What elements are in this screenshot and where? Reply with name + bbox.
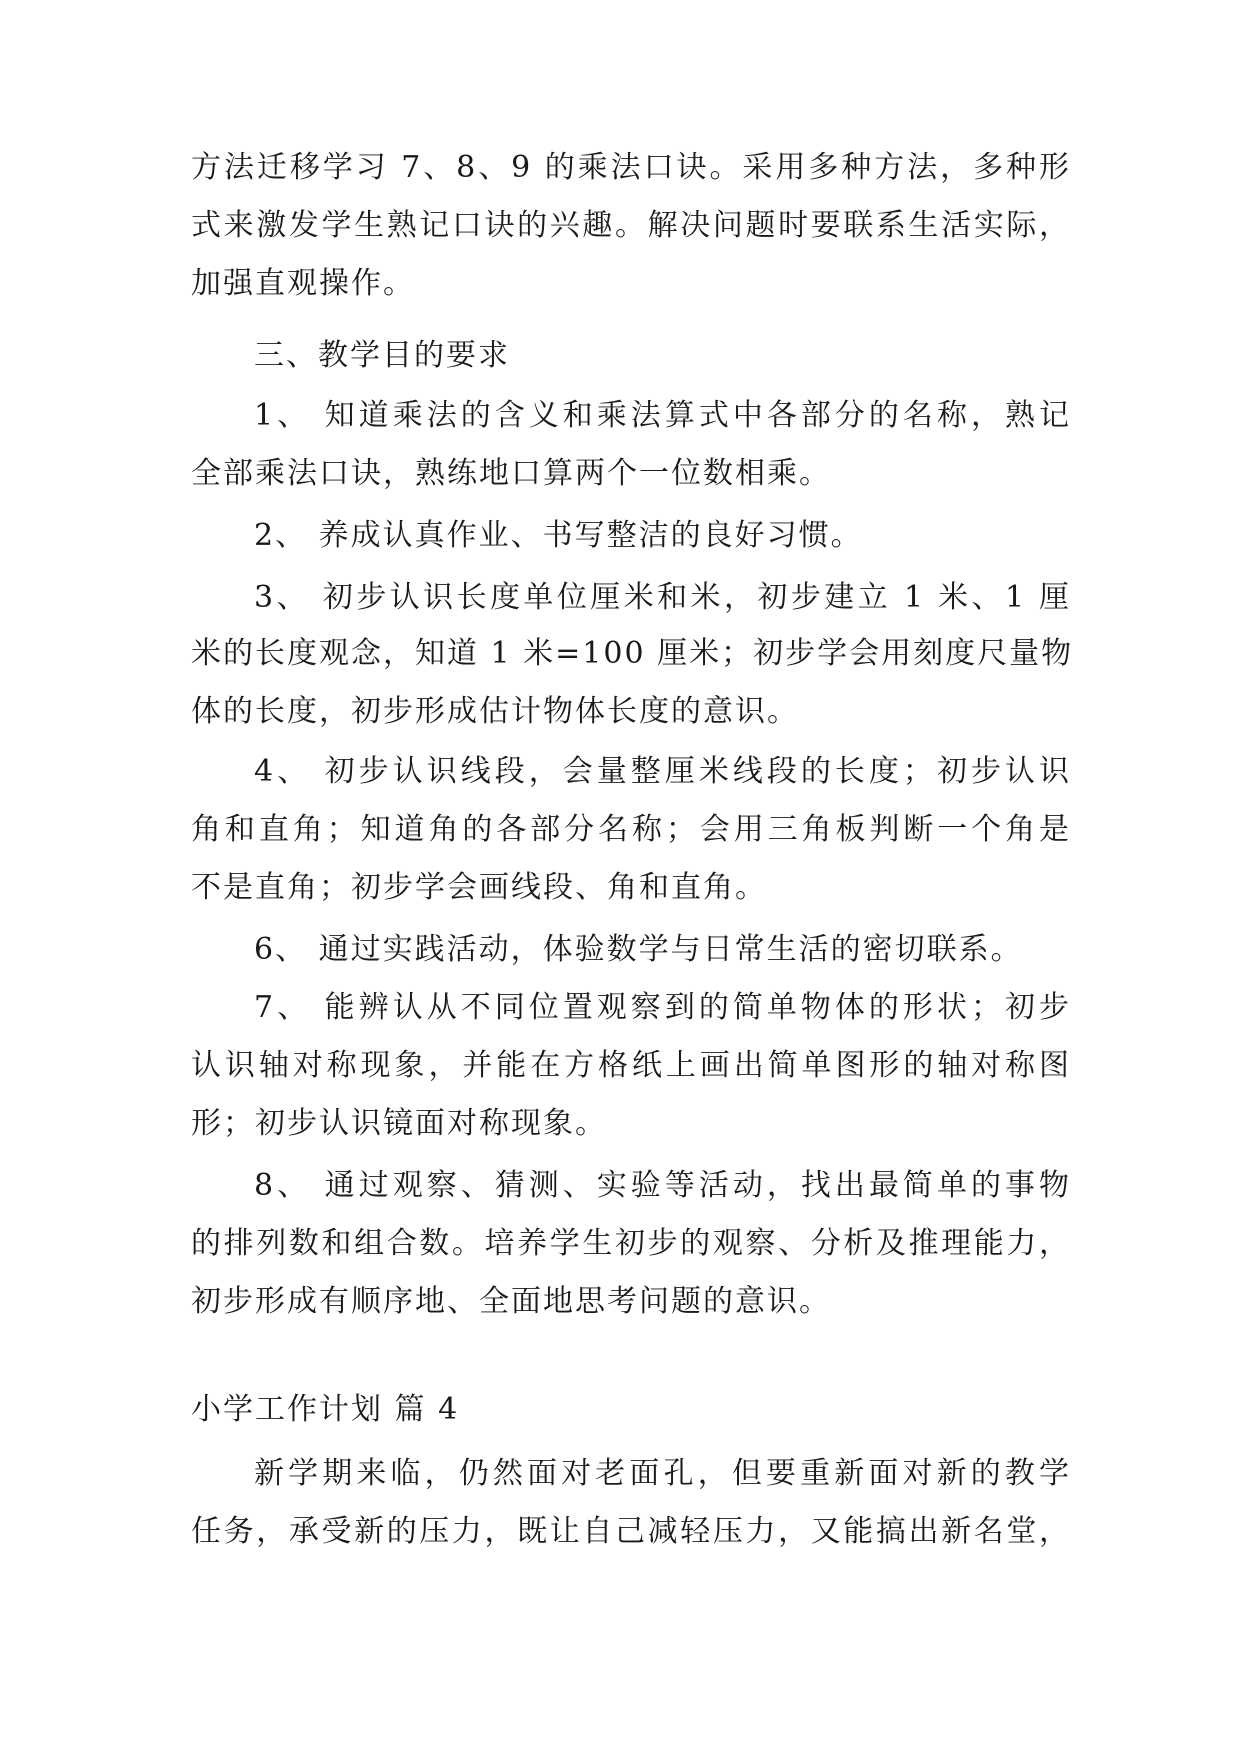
section-heading: 三、教学目的要求 xyxy=(254,338,510,373)
list-item-line: 全部乘法口诀，熟练地口算两个一位数相乘。 xyxy=(191,456,831,491)
paragraph-line: 式来激发学生熟记口诀的兴趣。解决问题时要联系生活实际， xyxy=(191,208,1071,243)
list-item-line: 不是直角；初步学会画线段、角和直角。 xyxy=(191,870,767,905)
list-item-line: 的排列数和组合数。培养学生初步的观察、分析及推理能力， xyxy=(191,1226,1071,1261)
list-item-line: 米的长度观念，知道 1 米=100 厘米；初步学会用刻度尺量物 xyxy=(191,636,1074,671)
list-item-line: 形；初步认识镜面对称现象。 xyxy=(191,1106,607,1141)
list-item-line: 1、 知道乘法的含义和乘法算式中各部分的名称，熟记 xyxy=(254,398,1071,433)
list-item-line: 3、 初步认识长度单位厘米和米，初步建立 1 米、1 厘 xyxy=(254,580,1071,615)
list-item-line: 角和直角；知道角的各部分名称；会用三角板判断一个角是 xyxy=(191,812,1071,847)
list-item-line: 8、 通过观察、猜测、实验等活动，找出最简单的事物 xyxy=(254,1168,1071,1203)
paragraph-line: 方法迁移学习 7、8、9 的乘法口诀。采用多种方法，多种形 xyxy=(191,150,1071,185)
list-item-line: 认识轴对称现象，并能在方格纸上画出简单图形的轴对称图 xyxy=(191,1048,1071,1083)
list-item-line: 初步形成有顺序地、全面地思考问题的意识。 xyxy=(191,1284,831,1319)
list-item-line: 2、 养成认真作业、书写整洁的良好习惯。 xyxy=(254,518,863,553)
paragraph-line: 新学期来临，仍然面对老面孔，但要重新面对新的教学 xyxy=(254,1456,1071,1491)
paragraph-line: 任务，承受新的压力，既让自己减轻压力，又能搞出新名堂， xyxy=(191,1514,1071,1549)
section-title: 小学工作计划 篇 4 xyxy=(191,1392,460,1427)
list-item-line: 6、 通过实践活动，体验数学与日常生活的密切联系。 xyxy=(254,932,1023,967)
list-item-line: 体的长度，初步形成估计物体长度的意识。 xyxy=(191,694,799,729)
paragraph-line: 加强直观操作。 xyxy=(191,266,415,301)
list-item-line: 4、 初步认识线段，会量整厘米线段的长度；初步认识 xyxy=(254,754,1071,789)
list-item-line: 7、 能辨认从不同位置观察到的简单物体的形状；初步 xyxy=(254,990,1071,1025)
